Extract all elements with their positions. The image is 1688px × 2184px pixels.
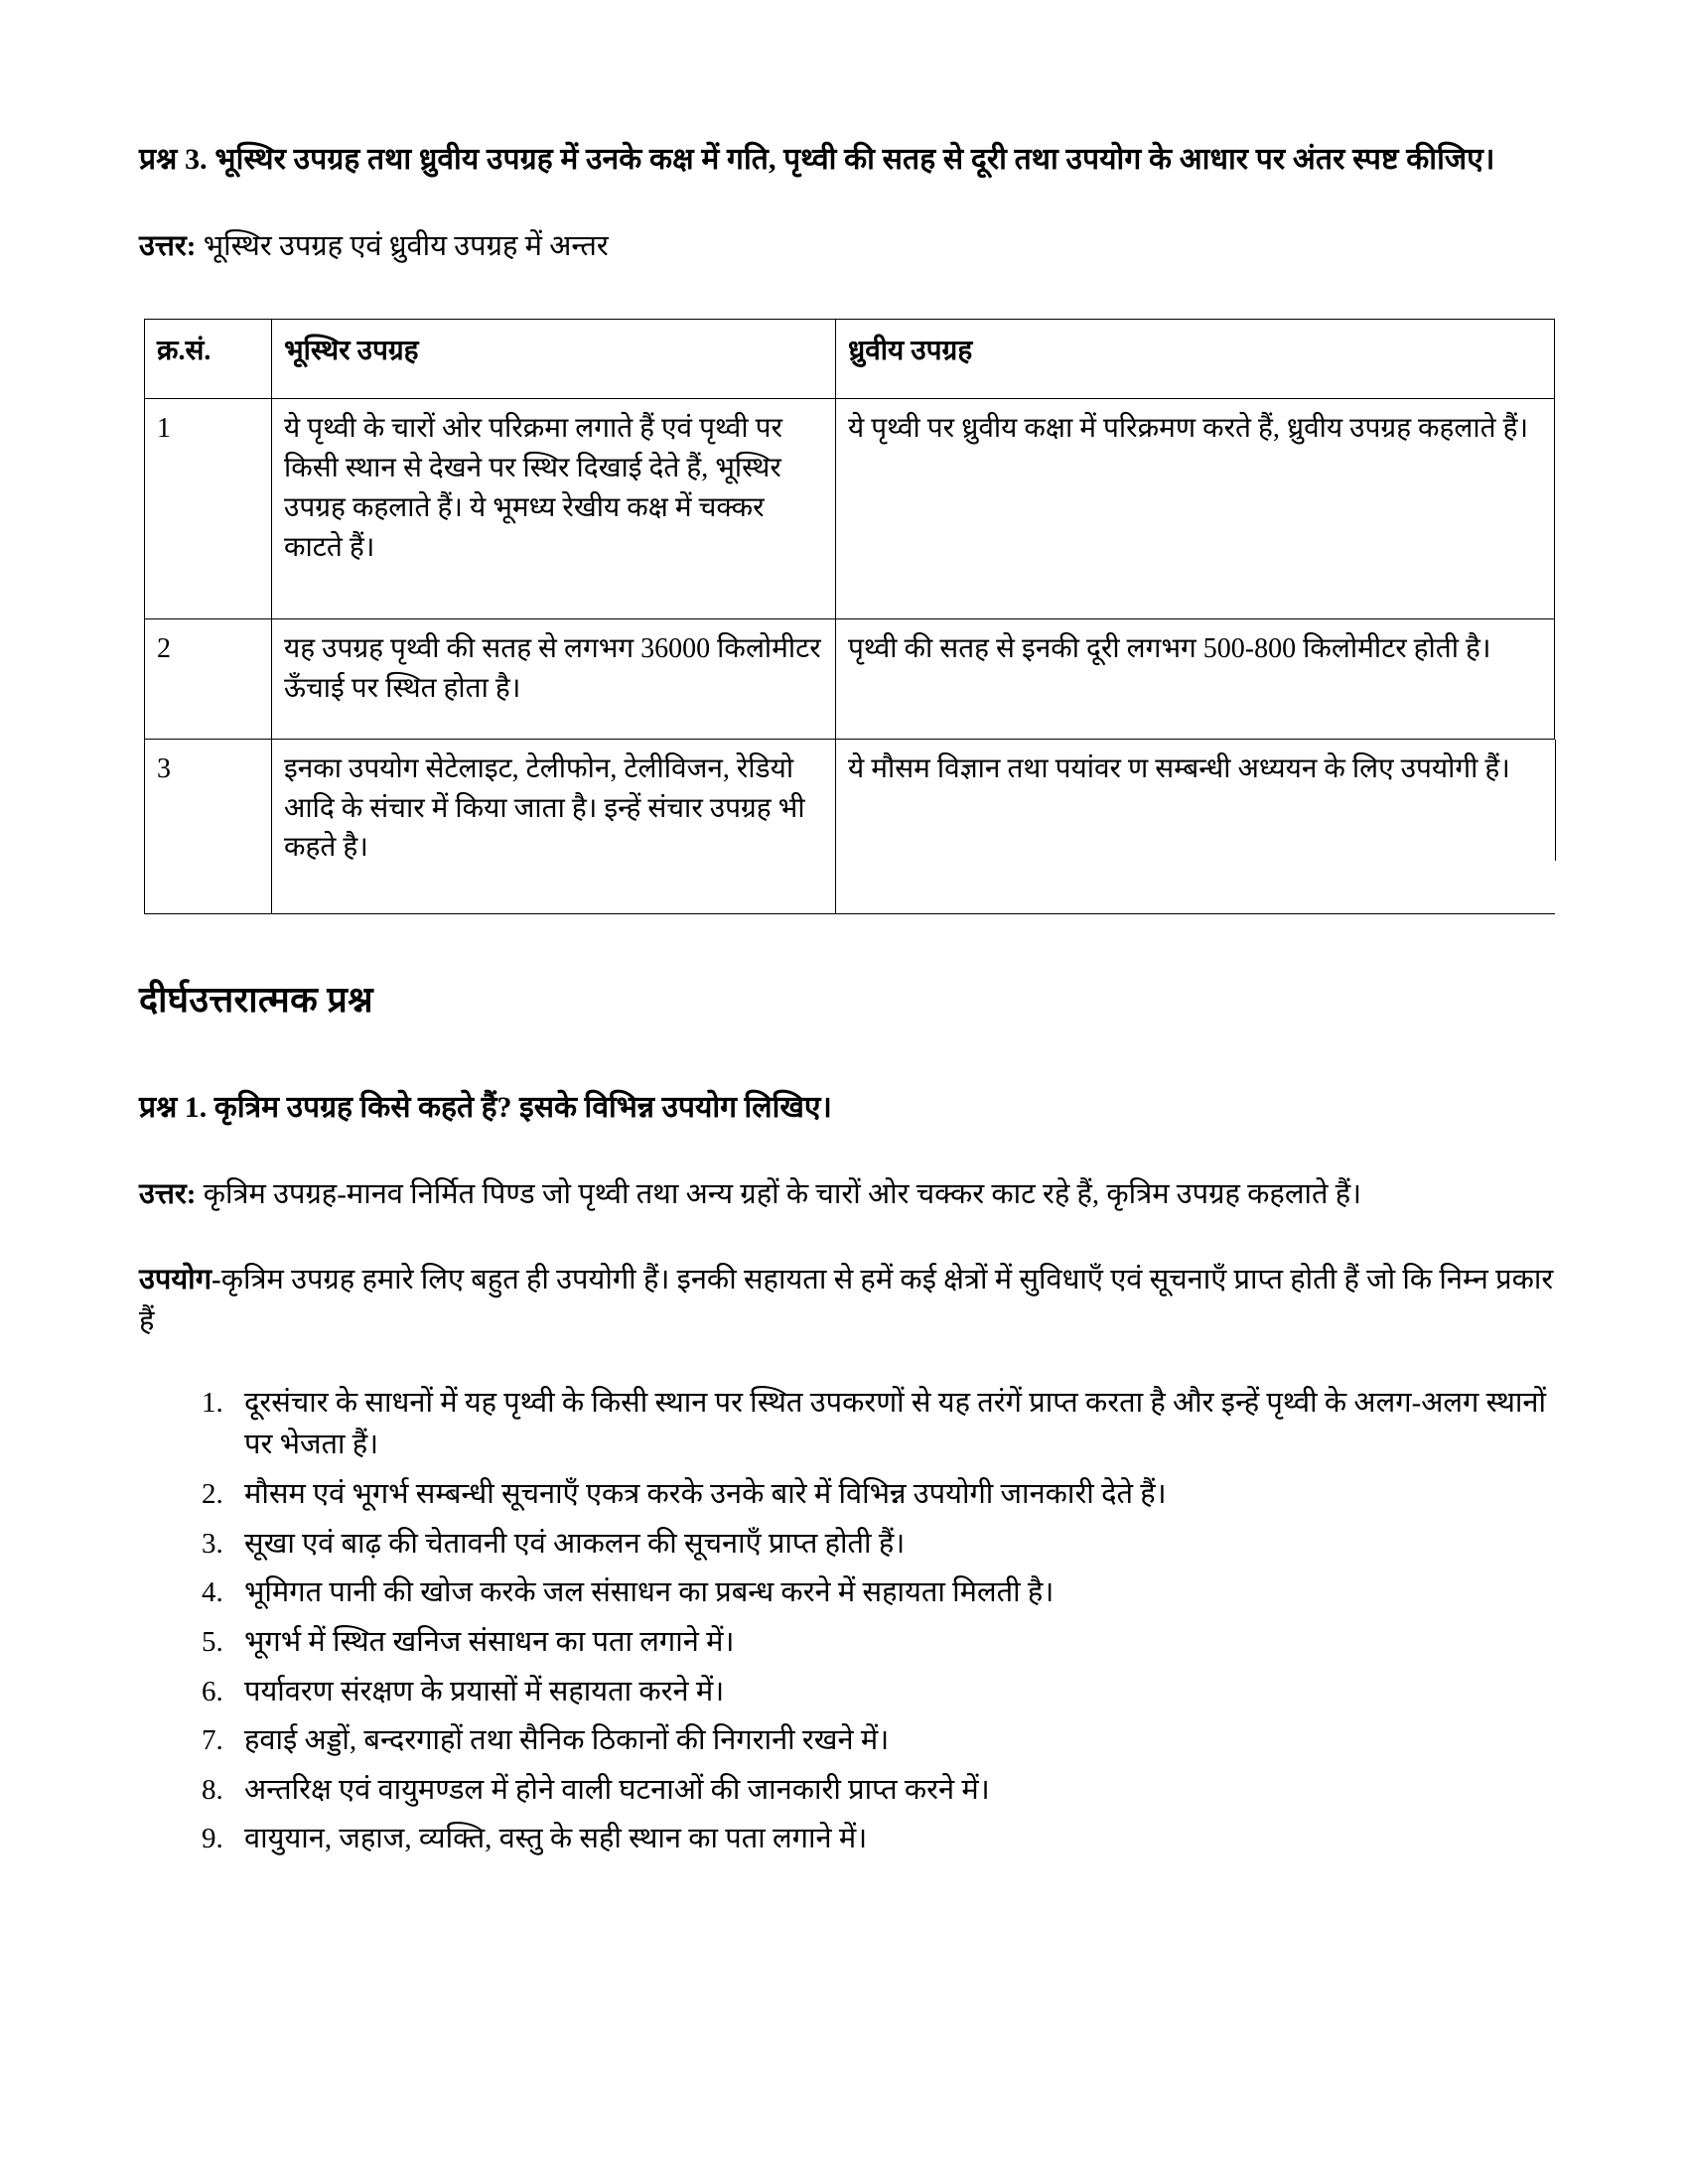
table-row [145,399,1555,619]
question-3-answer [139,225,1559,267]
table-cell-polar: पृथ्वी की सतह से इनकी दूरी लगभग 500-800 किलोमीटर होती है। [836,619,1555,740]
table-cell-geostationary: ये पृथ्वी के चारों ओर परिक्रमा लगाते हैं एवं पृथ्वी पर किसी स्थान से देखने पर स्थिर दिखाई देते हैं, भूस्थिर उपग्रह कहलाते हैं। ये भूमध्य रेखीय कक्ष में चक्कर काटते हैं। [272,399,836,619]
table-header [145,319,1555,399]
usage-text: कृत्रिम उपग्रह हमारे लिए बहुत ही उपयोगी हैं। इनकी सहायता से हमें कई क्षेत्रों में सुविधाएँ एवं सूचनाएँ प्राप्त होती हैं जो कि निम्न प्रकार हैं [139,1263,1554,1337]
table-cell-polar: ये मौसम विज्ञान तथा पयांवर ण सम्बन्धी अध्ययन के लिए उपयोगी हैं। [836,739,1555,913]
answer-text: कृत्रिम उपग्रह-मानव निर्मित पिण्ड जो पृथ्वी तथा अन्य ग्रहों के चारों ओर चक्कर काट रहे हैं, कृत्रिम उपग्रह कहलाते हैं। [196,1177,1362,1210]
table-header-geostationary: भूस्थिर उपग्रह [272,319,836,399]
usage-list [139,1382,1559,1860]
question-1-answer [139,1173,1559,1215]
table-cell-serial: 1 [145,399,272,619]
comparison-table [144,319,1555,915]
list-item: 4. भूमिगत पानी की खोज करके जल संसाधन का प्रबन्ध करने में सहायता मिलती है। [230,1571,1559,1614]
table-cell-geostationary: इनका उपयोग सेटेलाइट, टेलीफोन, टेलीविजन, रेडियो आदि के संचार में किया जाता है। इन्हें संचार उपग्रह भी कहते है। [272,739,836,913]
table-row [145,739,1555,913]
usage-label: उपयोग- [139,1263,221,1296]
list-item: 5. भूगर्भ में स्थित खनिज संसाधन का पता लगाने में। [230,1621,1559,1664]
list-item: 2. मौसम एवं भूगर्भ सम्बन्धी सूचनाएँ एकत्र करके उनके बारे में विभिन्न उपयोगी जानकारी देते हैं। [230,1473,1559,1516]
answer-label: उत्तर: [139,1177,197,1210]
question-1-heading: प्रश्न 1. कृत्रिम उपग्रह किसे कहते हैं? इसके विभिन्न उपयोग लिखिए। [139,1091,832,1125]
question-1-usage-intro [139,1259,1559,1342]
table-header-serial: क्र.सं. [145,319,272,399]
table-cell-serial: 3 [145,739,272,913]
list-item: 6. पर्यावरण संरक्षण के प्रयासों में सहायता करने में। [230,1671,1559,1713]
table-cell-geostationary: यह उपग्रह पृथ्वी की सतह से लगभग 36000 किलोमीटर ऊँचाई पर स्थित होता है। [272,619,836,740]
list-item: 1. दूरसंचार के साधनों में यह पृथ्वी के किसी स्थान पर स्थित उपकरणों से यह तरंगें प्राप्त करता है और इन्हें पृथ्वी के अलग-अलग स्थानों पर भेजता हैं। [230,1382,1559,1466]
table-cell-polar: ये पृथ्वी पर ध्रुवीय कक्षा में परिक्रमण करते हैं, ध्रुवीय उपग्रह कहलाते हैं। [836,399,1555,619]
table-body [145,399,1555,914]
list-item: 8. अन्तरिक्ष एवं वायुमण्डल में होने वाली घटनाओं की जानकारी प्राप्त करने में। [230,1769,1559,1812]
question-3-heading: प्रश्न 3. भूस्थिर उपग्रह तथा ध्रुवीय उपग्रह में उनके कक्ष में गति, पृथ्वी की सतह से दूरी तथा उपयोग के आधार पर अंतर स्पष्ट कीजिए। [139,143,1495,176]
table-row [145,619,1555,740]
list-item: 9. वायुयान, जहाज, व्यक्ति, वस्तु के सही स्थान का पता लगाने में। [230,1818,1559,1860]
answer-text: भूस्थिर उपग्रह एवं ध्रुवीय उपग्रह में अन्तर [196,229,609,262]
list-item: 3. सूखा एवं बाढ़ की चेतावनी एवं आकलन की सूचनाएँ प्राप्त होती हैं। [230,1523,1559,1566]
section-title-long-answer: दीर्घउत्तरात्मक प्रश्न [139,980,373,1021]
table-cell-serial: 2 [145,619,272,740]
table-header-row [145,319,1555,399]
table-header-polar: ध्रुवीय उपग्रह [836,319,1555,399]
list-item: 7. हवाई अड्डों, बन्दरगाहों तथा सैनिक ठिकानों की निगरानी रखने में। [230,1719,1559,1762]
answer-label: उत्तर: [139,229,197,262]
